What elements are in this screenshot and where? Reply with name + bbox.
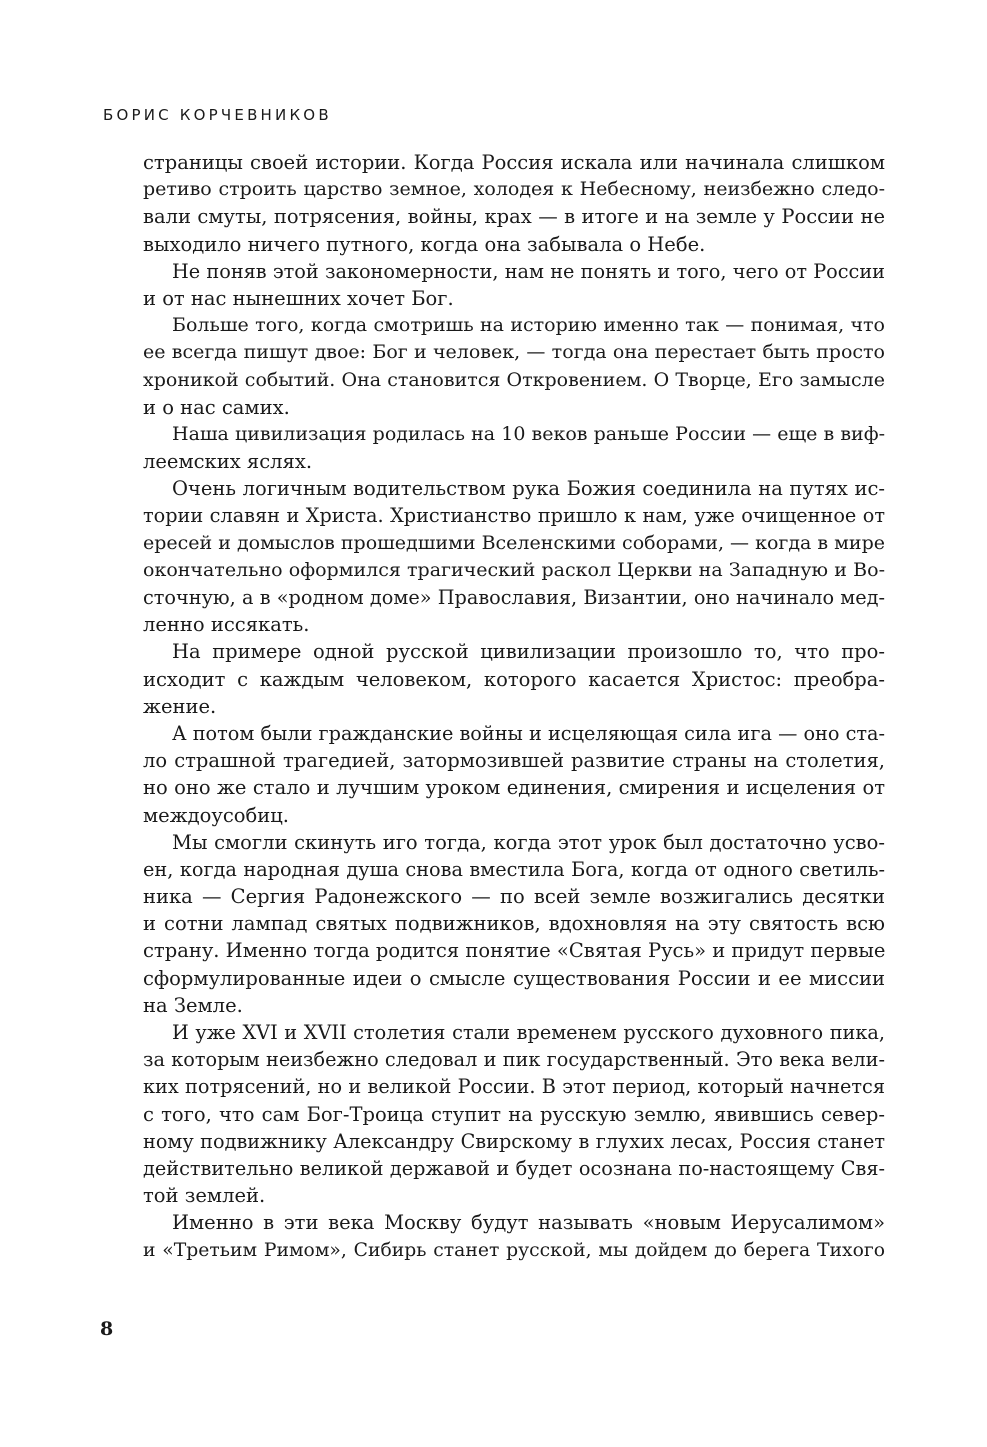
text-line: ретиво строить царство земное, холодея к Небесному, неизбежно следо- <box>143 178 885 201</box>
text-line: окончательно оформился трагический раскол Церкви на Западную и Во- <box>143 558 885 581</box>
text-line: ен, когда народная душа снова вместила Бога, когда от одного светиль- <box>143 857 885 881</box>
text-line: ересей и домыслов прошедшими Вселенскими соборами, — когда в мире <box>143 531 885 554</box>
text-line: ленно иссякать. <box>143 613 310 637</box>
text-line: выходило ничего путного, когда она забывала о Небе. <box>143 232 706 256</box>
text-line: Не поняв этой закономерности, нам не понять и того, чего от России <box>172 259 885 283</box>
text-line: На примере одной русской цивилизации произошло то, что про- <box>172 640 885 664</box>
text-line: Очень логичным водительством рука Божия соединила на путях ис- <box>172 477 885 501</box>
text-line: хроникой событий. Она становится Откровением. О Творце, Его замысле <box>143 368 885 391</box>
text-line: сточную, а в «родном доме» Православия, Византии, оно начинало мед- <box>143 586 885 609</box>
text-line: ее всегда пишут двое: Бог и человек, — тогда она перестает быть просто <box>143 341 885 364</box>
page-number: 8 <box>100 1318 114 1340</box>
text-line: ному подвижнику Александру Свирскому в глухих лесах, Россия станет <box>143 1129 885 1153</box>
text-line: но оно же стало и лучшим уроком единения, смирения и исцеления от <box>143 776 885 800</box>
text-line: леемских яслях. <box>143 450 313 474</box>
text-line: вали смуты, потрясения, войны, крах — в итоге и на земле у России не <box>143 205 885 229</box>
text-line: И уже XVI и XVII столетия стали временем русского духовного пика, <box>172 1021 885 1044</box>
text-line: и о нас самих. <box>143 395 290 419</box>
text-line: и от нас нынешних хочет Бог. <box>143 286 454 310</box>
text-line: ника — Сергия Радонежского — по всей земле возжигались десятки <box>143 885 885 909</box>
text-line: и сотни лампад святых подвижников, вдохновляя на эту святость всю <box>143 912 885 936</box>
text-line: Мы смогли скинуть иго тогда, когда этот урок был достаточно усво- <box>172 830 885 854</box>
text-line: тории славян и Христа. Христианство пришло к нам, уже очищенное от <box>143 504 885 528</box>
text-line: Больше того, когда смотришь на историю именно так — понимая, что <box>172 314 885 337</box>
text-line: междоусобиц. <box>143 803 290 827</box>
text-line: Наша цивилизация родилась на 10 веков раньше России — еще в виф- <box>172 422 885 445</box>
text-line: А потом были гражданские войны и исцеляющая сила ига — оно ста- <box>172 721 885 745</box>
running-header-author: БОРИС КОРЧЕВНИКОВ <box>103 106 332 124</box>
text-line: и «Третьим Римом», Сибирь станет русской, мы дойдем до берега Тихого <box>143 1239 885 1261</box>
text-line: ло страшной трагедией, затормозившей развитие страны на столетия, <box>143 749 885 773</box>
text-line: сформулированные идеи о смысле существования России и ее миссии <box>143 966 885 990</box>
text-line: той землей. <box>143 1184 266 1208</box>
text-line: Именно в эти века Москву будут называть «новым Иерусалимом» <box>172 1211 885 1235</box>
body-text <box>143 149 885 1264</box>
text-line: жение. <box>143 694 217 718</box>
text-line: действительно великой державой и будет осознана по-настоящему Свя- <box>143 1156 885 1180</box>
text-line: с того, что сам Бог-Троица ступит на русскую землю, явившись север- <box>143 1102 885 1126</box>
text-line: исходит с каждым человеком, которого касается Христос: преобра- <box>143 667 885 691</box>
text-line: за которым неизбежно следовал и пик государственный. Это века вели- <box>143 1048 885 1072</box>
text-line: ких потрясений, но и великой России. В этот период, который начнется <box>143 1075 885 1099</box>
text-line: страну. Именно тогда родится понятие «Святая Русь» и придут первые <box>143 939 886 963</box>
text-line: на Земле. <box>143 993 243 1017</box>
text-line: страницы своей истории. Когда Россия искала или начинала слишком <box>143 151 885 174</box>
